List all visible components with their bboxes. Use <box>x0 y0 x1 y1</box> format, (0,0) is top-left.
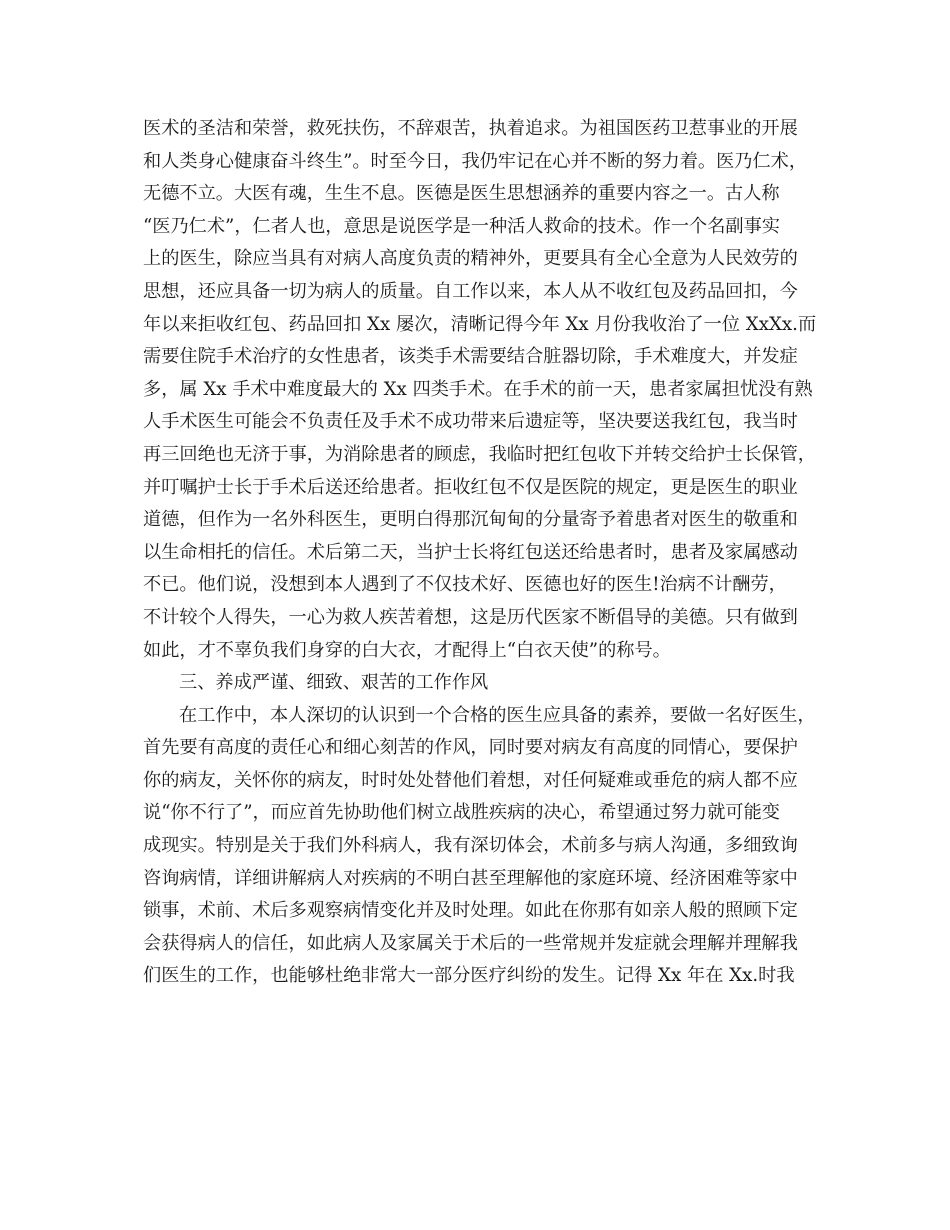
text-line: 会获得病人的信任，如此病人及家属关于术后的一些常规并发症就会理解并理解我 <box>143 932 798 954</box>
text-line: 年以来拒收红包、药品回扣 Xx 屡次，清晰记得今年 Xx 月份我收治了一位 XxXx.而 <box>143 313 817 335</box>
text-line: 和人类身心健康奋斗终生”。时至今日，我仍牢记在心并不断的努力着。医乃仁术， <box>143 150 808 172</box>
text-line: 医术的圣洁和荣誉，救死扶伤，不辞艰苦，执着追求。为祖国医药卫惹事业的开展 <box>143 118 798 139</box>
text-line: 不计较个人得失，一心为救人疾苦着想，这是历代医家不断倡导的美德。只有做到 <box>143 606 798 628</box>
section-heading: 三、养成严谨、细致、艰苦的工作作风 <box>179 672 489 694</box>
text-line: 需要住院手术治疗的女性患者，该类手术需要结合脏器切除，手术难度大，并发症 <box>143 346 798 368</box>
text-line: 你的病友，关怀你的病友，时时处处替他们着想，对任何疑难或垂危的病人都不应 <box>143 769 798 791</box>
text-line: 人手术医生可能会不负责任及手术不成功带来后遗症等，坚决要送我红包，我当时 <box>143 411 798 433</box>
text-line: 锁事，术前、术后多观察病情变化并及时处理。如此在你那有如亲人般的照顾下定 <box>143 900 798 922</box>
text-line: 多，属 Xx 手术中难度最大的 Xx 四类手术。在手术的前一天，患者家属担忧没有熟 <box>143 378 813 400</box>
text-line: 首先要有高度的责任心和细心刻苦的作风，同时要对病友有高度的同情心，要保护 <box>143 737 798 759</box>
text-line: 并叮嘱护士长于手术后送还给患者。拒收红包不仅是医院的规定，更是医生的职业 <box>143 476 798 498</box>
text-line: 说“你不行了”，而应首先协助他们树立战胜疾病的决心，希望通过努力就可能变 <box>143 802 780 824</box>
text-line: “医乃仁术”，仁者人也，意思是说医学是一种活人救命的技术。作一个名副事实 <box>143 215 780 237</box>
body-text <box>143 113 823 993</box>
text-line: 成现实。特别是关于我们外科病人，我有深切体会，术前多与病人沟通，多细致询 <box>143 835 798 857</box>
text-line: 不已。他们说，没想到本人遇到了不仅技术好、医德也好的医生!治病不计酬劳， <box>143 574 787 596</box>
text-line: 道德，但作为一名外科医生，更明白得那沉甸甸的分量寄予着患者对医生的敬重和 <box>143 509 798 531</box>
text-line: 在工作中，本人深切的认识到一个合格的医生应具备的素养，要做一名好医生， <box>179 704 816 726</box>
text-line: 们医生的工作，也能够杜绝非常大一部分医疗纠纷的发生。记得 Xx 年在 Xx.时我 <box>143 965 795 987</box>
text-line: 以生命相托的信任。术后第二天，当护士长将红包送还给患者时，患者及家属感动 <box>143 541 798 563</box>
text-line: 如此，才不辜负我们身穿的白大衣，才配得上“白衣天使”的称号。 <box>143 639 671 661</box>
text-line: 咨询病情，详细讲解病人对疾病的不明白甚至理解他的家庭环境、经济困难等家中 <box>143 867 798 889</box>
text-line: 思想，还应具备一切为病人的质量。自工作以来，本人从不收红包及药品回扣，今 <box>143 280 798 302</box>
text-line: 上的医生，除应当具有对病人高度负责的精神外，更要具有全心全意为人民效劳的 <box>143 248 798 270</box>
text-line: 再三回绝也无济于事，为消除患者的顾虑，我临时把红包收下并转交给护士长保管， <box>143 443 816 465</box>
text-line: 无德不立。大医有魂，生生不息。医德是医生思想涵养的重要内容之一。古人称 <box>143 183 780 205</box>
